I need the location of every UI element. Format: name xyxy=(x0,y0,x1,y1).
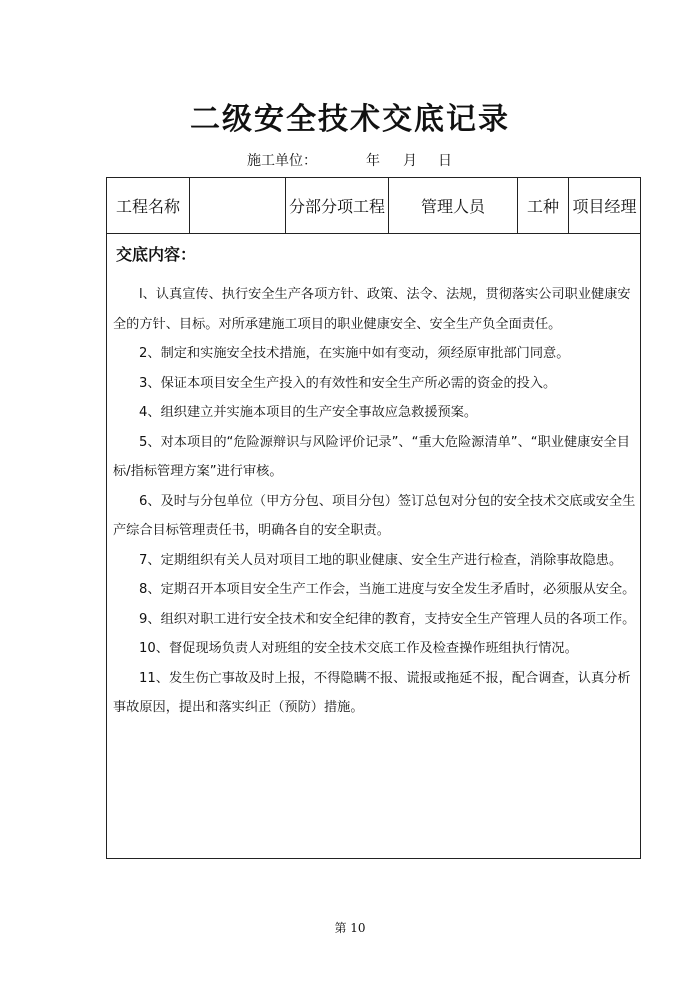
day-label: 日 xyxy=(438,153,452,169)
list-item: 7、定期组织有关人员对项目工地的职业健康、安全生产进行检查，消除事故隐患。 xyxy=(139,552,623,568)
construction-unit-label: 施工单位： xyxy=(247,153,317,169)
month-label: 月 xyxy=(403,153,417,169)
project-name-value xyxy=(190,178,286,233)
work-type-value: 项目经理 xyxy=(572,197,637,216)
list-item: 10、督促现场负责人对班组的安全技术交底工作及检查操作班组执行情况。 xyxy=(139,641,578,656)
list-item: 2、制定和实施安全技术措施，在实施中如有变动，须经原审批部门同意。 xyxy=(139,346,570,361)
list-item: 8、定期召开本项目安全生产工作会，当施工进度与安全发生矛盾时，必须服从安全。 xyxy=(139,582,636,597)
page-number: 第 10 xyxy=(334,921,366,935)
form-header-row xyxy=(107,178,640,234)
work-type-label: 工种 xyxy=(518,178,569,233)
handover-items-list xyxy=(113,280,636,723)
list-item: l、认真宣传、执行安全生产各项方针、政策、法令、法规，贯彻落实公司职业健康安全的方针、目标。对所承建施工项目的职业健康安全、安全生产负全面责任。 xyxy=(113,287,631,332)
list-item: 4、组织建立并实施本项目的生产安全事故应急救援预案。 xyxy=(139,405,478,420)
sub-project-label: 分部分项工程 xyxy=(286,178,389,233)
list-item: 5、对本项目的“危险源辩识与风险评价记录”、“重大危险源清单”、“职业健康安全目标/指标管理方案”进行审核。 xyxy=(113,434,630,479)
list-item: 11、发生伤亡事故及时上报，不得隐瞒不报、谎报或拖延不报，配合调查，认真分析事故原因，提出和落实纠正（预防）措施。 xyxy=(113,670,631,715)
page-title: 二级安全技术交底记录 xyxy=(190,102,510,137)
list-item: 3、保证本项目安全生产投入的有效性和安全生产所必需的资金的投入。 xyxy=(139,375,557,391)
project-name-label: 工程名称 xyxy=(107,178,190,233)
list-item: 9、组织对职工进行安全技术和安全纪律的教育，支持安全生产管理人员的各项工作。 xyxy=(139,611,636,627)
handover-form xyxy=(106,177,641,859)
list-item: 6、及时与分包单位（甲方分包、项目分包）签订总包对分包的安全技术交底或安全生产综合目标管理责任书，明确各自的安全职责。 xyxy=(113,493,636,538)
year-label: 年 xyxy=(366,153,380,169)
manager-label: 管理人员 xyxy=(389,178,518,233)
content-heading: 交底内容： xyxy=(116,245,197,264)
